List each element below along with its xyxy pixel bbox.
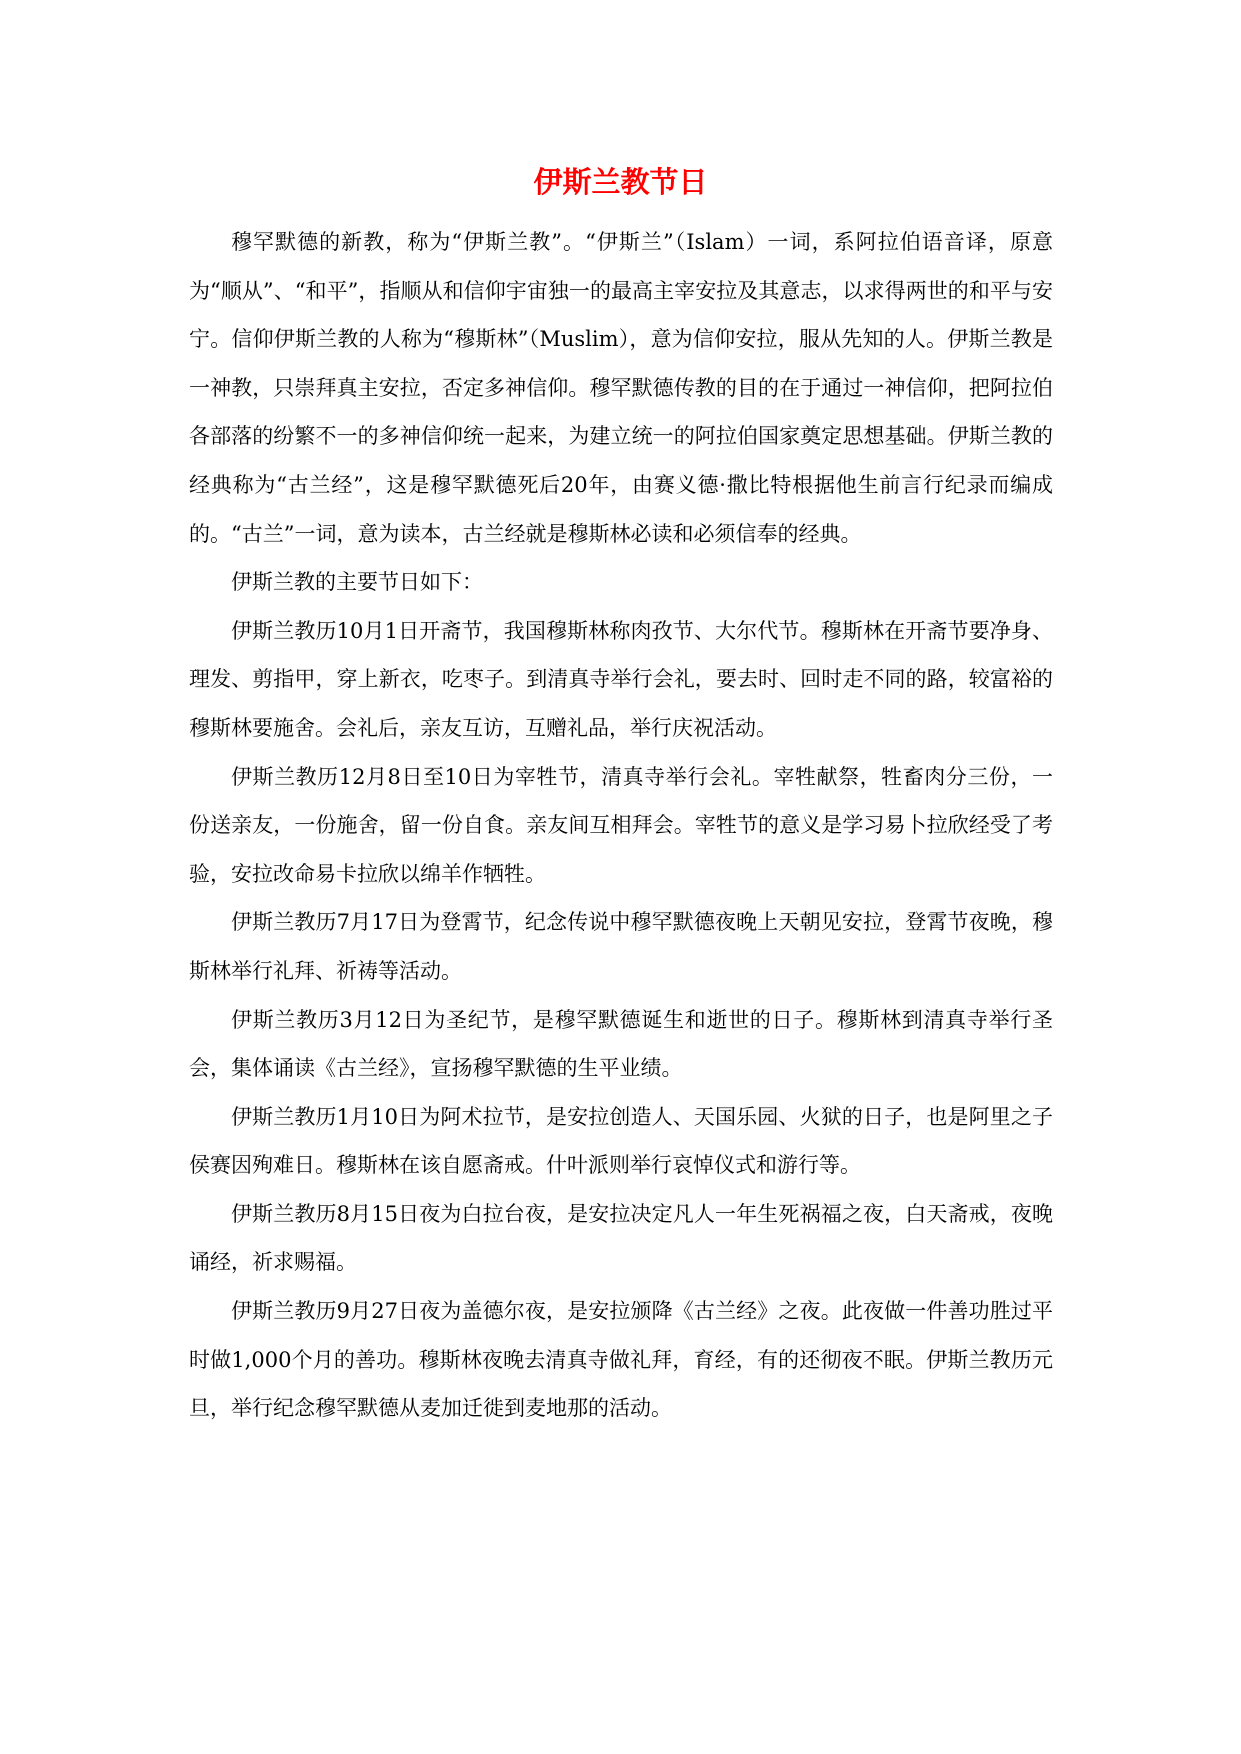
paragraph-miraj: 伊斯兰教历7月17日为登霄节，纪念传说中穆罕默德夜晚上天朝见安拉，登霄节夜晚，穆斯林举行礼拜、祈祷等活动。 [189, 910, 1053, 983]
paragraph-mawlid: 伊斯兰教历3月12日为圣纪节，是穆罕默德诞生和逝世的日子。穆斯林到清真寺举行圣会，集体诵读《古兰经》，宣扬穆罕默德的生平业绩。 [189, 1007, 1053, 1081]
paragraph-festivals-heading: 伊斯兰教的主要节日如下： [231, 570, 483, 595]
paragraph-intro: 穆罕默德的新教，称为“伊斯兰教”。“伊斯兰”（Islam）一词，系阿拉伯语音译，原意为“顺从”、“和平”，指顺从和信仰宇宙独一的最高主宰安拉及其意志，以求得两世的和平与安宁。信仰伊斯兰教的人称为“穆斯林”（Muslim），意为信仰安拉，服从先知的人。伊斯兰教是一神教，只崇拜真主安拉，否定多神信仰。穆罕默德传教的目的在于通过一神信仰，把阿拉伯各部落的纷繁不一的多神信仰统一起来，为建立统一的阿拉伯国家奠定思想基础。伊斯兰教的经典称为“古兰经”，这是穆罕默德死后20年，由赛义德·撒比特根据他生前言行纪录而编成的。“古兰”一词，意为读本，古兰经就是穆斯林必读和必须信奉的经典。 [189, 230, 1053, 546]
paragraph-qadr: 伊斯兰教历9月27日夜为盖德尔夜，是安拉颁降《古兰经》之夜。此夜做一件善功胜过平时做1,000个月的善功。穆斯林夜晚去清真寺做礼拜，育经，有的还彻夜不眠。伊斯兰教历元旦，举行纪念穆罕默德从麦加迁徙到麦地那的活动。 [189, 1299, 1053, 1421]
paragraph-barat: 伊斯兰教历8月15日夜为白拉台夜，是安拉决定凡人一年生死祸福之夜，白天斋戒，夜晚诵经，祈求赐福。 [189, 1201, 1053, 1275]
paragraph-eid-al-fitr: 伊斯兰教历10月1日开斋节，我国穆斯林称肉孜节、大尔代节。穆斯林在开斋节要净身、理发、剪指甲，穿上新衣，吃枣子。到清真寺举行会礼，要去时、回时走不同的路，较富裕的穆斯林要施舍。会礼后，亲友互访，互赠礼品，举行庆祝活动。 [189, 618, 1053, 740]
document-title: 伊斯兰教节日 [533, 165, 708, 199]
paragraph-ashura: 伊斯兰教历1月10日为阿术拉节，是安拉创造人、天国乐园、火狱的日子，也是阿里之子侯赛因殉难日。穆斯林在该自愿斋戒。什叶派则举行哀悼仪式和游行等。 [189, 1104, 1053, 1178]
paragraph-eid-al-adha: 伊斯兰教历12月8日至10日为宰牲节，清真寺举行会礼。宰牲献祭，牲畜肉分三份，一份送亲友，一份施舍，留一份自食。亲友间互相拜会。宰牲节的意义是学习易卜拉欣经受了考验，安拉改命易卡拉欣以绵羊作牺牲。 [189, 764, 1053, 886]
document-body [189, 218, 1053, 1433]
